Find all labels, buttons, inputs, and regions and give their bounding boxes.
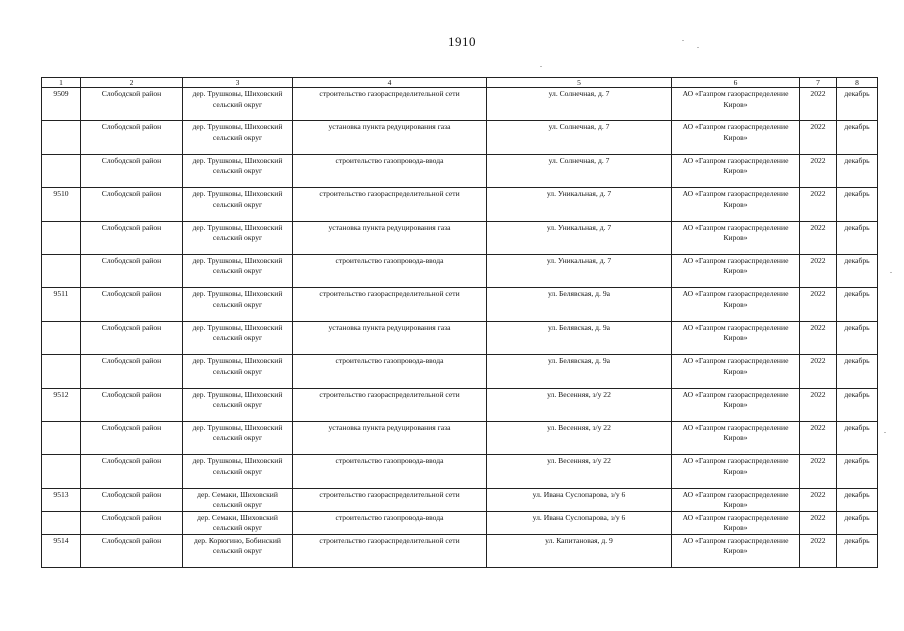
- row-number-cell: [42, 511, 81, 534]
- address-cell: ул. Белявская, д. 9а: [487, 355, 672, 388]
- row-number-cell: 9514: [42, 534, 81, 567]
- table-row: [42, 188, 878, 221]
- address-cell: ул. Весенняя, з/у 22: [487, 388, 672, 421]
- month-cell: декабрь: [837, 221, 878, 254]
- table-row: [42, 511, 878, 534]
- month-cell: декабрь: [837, 455, 878, 488]
- address-cell: ул. Ивана Суслопарова, з/у 6: [487, 488, 672, 511]
- district-cell: Слободской район: [81, 188, 183, 221]
- month-cell: декабрь: [837, 421, 878, 454]
- page-number: 1910: [448, 34, 476, 49]
- settlement-cell: дер. Семаки, Шиховский сельский округ: [183, 488, 293, 511]
- register-table: [41, 77, 878, 568]
- scan-speck: [682, 40, 684, 41]
- month-cell: декабрь: [837, 254, 878, 287]
- column-header: 7: [800, 78, 837, 88]
- organization-cell: АО «Газпром газораспределение Киров»: [672, 388, 800, 421]
- table-row: [42, 254, 878, 287]
- address-cell: ул. Ивана Суслопарова, з/у 6: [487, 511, 672, 534]
- work-type-cell: установка пункта редуцирования газа: [293, 121, 487, 154]
- month-cell: декабрь: [837, 188, 878, 221]
- month-cell: декабрь: [837, 321, 878, 354]
- organization-cell: АО «Газпром газораспределение Киров»: [672, 355, 800, 388]
- district-cell: Слободской район: [81, 421, 183, 454]
- row-number-cell: [42, 455, 81, 488]
- row-number-cell: [42, 355, 81, 388]
- district-cell: Слободской район: [81, 534, 183, 567]
- year-cell: 2022: [800, 388, 837, 421]
- table-body: [42, 88, 878, 568]
- column-header: 5: [487, 78, 672, 88]
- row-number-cell: 9512: [42, 388, 81, 421]
- row-number-cell: [42, 221, 81, 254]
- column-header: 1: [42, 78, 81, 88]
- settlement-cell: дер. Трушковы, Шиховский сельский округ: [183, 121, 293, 154]
- address-cell: ул. Белявская, д. 9а: [487, 288, 672, 321]
- table-row: [42, 221, 878, 254]
- month-cell: декабрь: [837, 511, 878, 534]
- organization-cell: АО «Газпром газораспределение Киров»: [672, 511, 800, 534]
- work-type-cell: установка пункта редуцирования газа: [293, 321, 487, 354]
- table-row: [42, 121, 878, 154]
- organization-cell: АО «Газпром газораспределение Киров»: [672, 254, 800, 287]
- table-row: [42, 455, 878, 488]
- scan-speck: [890, 272, 892, 273]
- district-cell: Слободской район: [81, 321, 183, 354]
- month-cell: декабрь: [837, 121, 878, 154]
- table-row: [42, 288, 878, 321]
- settlement-cell: дер. Трушковы, Шиховский сельский округ: [183, 288, 293, 321]
- scan-speck: [884, 432, 886, 433]
- district-cell: Слободской район: [81, 154, 183, 187]
- month-cell: декабрь: [837, 488, 878, 511]
- address-cell: ул. Белявская, д. 9а: [487, 321, 672, 354]
- work-type-cell: строительство газопровода-ввода: [293, 154, 487, 187]
- table-header: [42, 78, 878, 88]
- year-cell: 2022: [800, 355, 837, 388]
- work-type-cell: строительство газораспределительной сети: [293, 288, 487, 321]
- work-type-cell: строительство газораспределительной сети: [293, 388, 487, 421]
- address-cell: ул. Солнечная, д. 7: [487, 121, 672, 154]
- year-cell: 2022: [800, 88, 837, 121]
- district-cell: Слободской район: [81, 88, 183, 121]
- row-number-cell: [42, 254, 81, 287]
- address-cell: ул. Уникальная, д. 7: [487, 221, 672, 254]
- organization-cell: АО «Газпром газораспределение Киров»: [672, 188, 800, 221]
- year-cell: 2022: [800, 188, 837, 221]
- table-row: [42, 488, 878, 511]
- settlement-cell: дер. Трушковы, Шиховский сельский округ: [183, 388, 293, 421]
- month-cell: декабрь: [837, 88, 878, 121]
- settlement-cell: дер. Трушковы, Шиховский сельский округ: [183, 154, 293, 187]
- district-cell: Слободской район: [81, 254, 183, 287]
- settlement-cell: дер. Корюгино, Бобинский сельский округ: [183, 534, 293, 567]
- organization-cell: АО «Газпром газораспределение Киров»: [672, 154, 800, 187]
- district-cell: Слободской район: [81, 288, 183, 321]
- work-type-cell: строительство газопровода-ввода: [293, 455, 487, 488]
- work-type-cell: строительство газораспределительной сети: [293, 488, 487, 511]
- year-cell: 2022: [800, 488, 837, 511]
- settlement-cell: дер. Трушковы, Шиховский сельский округ: [183, 254, 293, 287]
- table-row: [42, 388, 878, 421]
- month-cell: декабрь: [837, 154, 878, 187]
- month-cell: декабрь: [837, 534, 878, 567]
- year-cell: 2022: [800, 221, 837, 254]
- table-row: [42, 154, 878, 187]
- work-type-cell: строительство газопровода-ввода: [293, 511, 487, 534]
- district-cell: Слободской район: [81, 455, 183, 488]
- month-cell: декабрь: [837, 388, 878, 421]
- month-cell: декабрь: [837, 288, 878, 321]
- address-cell: ул. Уникальная, д. 7: [487, 188, 672, 221]
- district-cell: Слободской район: [81, 121, 183, 154]
- table-row: [42, 88, 878, 121]
- address-cell: ул. Весенняя, з/у 22: [487, 455, 672, 488]
- year-cell: 2022: [800, 321, 837, 354]
- work-type-cell: строительство газопровода-ввода: [293, 355, 487, 388]
- table-row: [42, 321, 878, 354]
- organization-cell: АО «Газпром газораспределение Киров»: [672, 421, 800, 454]
- organization-cell: АО «Газпром газораспределение Киров»: [672, 321, 800, 354]
- year-cell: 2022: [800, 121, 837, 154]
- column-header: 3: [183, 78, 293, 88]
- address-cell: ул. Капитановая, д. 9: [487, 534, 672, 567]
- scan-speck: [697, 47, 699, 48]
- column-header: 8: [837, 78, 878, 88]
- settlement-cell: дер. Трушковы, Шиховский сельский округ: [183, 321, 293, 354]
- organization-cell: АО «Газпром газораспределение Киров»: [672, 121, 800, 154]
- row-number-cell: 9509: [42, 88, 81, 121]
- organization-cell: АО «Газпром газораспределение Киров»: [672, 455, 800, 488]
- work-type-cell: строительство газораспределительной сети: [293, 534, 487, 567]
- table-row: [42, 421, 878, 454]
- column-header: 4: [293, 78, 487, 88]
- address-cell: ул. Солнечная, д. 7: [487, 88, 672, 121]
- row-number-cell: [42, 154, 81, 187]
- year-cell: 2022: [800, 511, 837, 534]
- scan-speck: [540, 66, 542, 67]
- row-number-cell: 9513: [42, 488, 81, 511]
- settlement-cell: дер. Трушковы, Шиховский сельский округ: [183, 421, 293, 454]
- settlement-cell: дер. Трушковы, Шиховский сельский округ: [183, 88, 293, 121]
- organization-cell: АО «Газпром газораспределение Киров»: [672, 288, 800, 321]
- address-cell: ул. Солнечная, д. 7: [487, 154, 672, 187]
- district-cell: Слободской район: [81, 355, 183, 388]
- work-type-cell: строительство газораспределительной сети: [293, 88, 487, 121]
- address-cell: ул. Весенняя, з/у 22: [487, 421, 672, 454]
- district-cell: Слободской район: [81, 221, 183, 254]
- settlement-cell: дер. Семаки, Шиховский сельский округ: [183, 511, 293, 534]
- organization-cell: АО «Газпром газораспределение Киров»: [672, 534, 800, 567]
- month-cell: декабрь: [837, 355, 878, 388]
- header-row: [42, 78, 878, 88]
- column-header: 2: [81, 78, 183, 88]
- table-row: [42, 355, 878, 388]
- row-number-cell: 9511: [42, 288, 81, 321]
- settlement-cell: дер. Трушковы, Шиховский сельский округ: [183, 188, 293, 221]
- settlement-cell: дер. Трушковы, Шиховский сельский округ: [183, 355, 293, 388]
- row-number-cell: [42, 421, 81, 454]
- organization-cell: АО «Газпром газораспределение Киров»: [672, 488, 800, 511]
- year-cell: 2022: [800, 421, 837, 454]
- year-cell: 2022: [800, 534, 837, 567]
- organization-cell: АО «Газпром газораспределение Киров»: [672, 88, 800, 121]
- year-cell: 2022: [800, 288, 837, 321]
- district-cell: Слободской район: [81, 488, 183, 511]
- district-cell: Слободской район: [81, 511, 183, 534]
- row-number-cell: 9510: [42, 188, 81, 221]
- settlement-cell: дер. Трушковы, Шиховский сельский округ: [183, 221, 293, 254]
- work-type-cell: строительство газопровода-ввода: [293, 254, 487, 287]
- row-number-cell: [42, 121, 81, 154]
- organization-cell: АО «Газпром газораспределение Киров»: [672, 221, 800, 254]
- work-type-cell: установка пункта редуцирования газа: [293, 421, 487, 454]
- table-row: [42, 534, 878, 567]
- row-number-cell: [42, 321, 81, 354]
- address-cell: ул. Уникальная, д. 7: [487, 254, 672, 287]
- district-cell: Слободской район: [81, 388, 183, 421]
- column-header: 6: [672, 78, 800, 88]
- settlement-cell: дер. Трушковы, Шиховский сельский округ: [183, 455, 293, 488]
- year-cell: 2022: [800, 254, 837, 287]
- work-type-cell: строительство газораспределительной сети: [293, 188, 487, 221]
- year-cell: 2022: [800, 154, 837, 187]
- year-cell: 2022: [800, 455, 837, 488]
- work-type-cell: установка пункта редуцирования газа: [293, 221, 487, 254]
